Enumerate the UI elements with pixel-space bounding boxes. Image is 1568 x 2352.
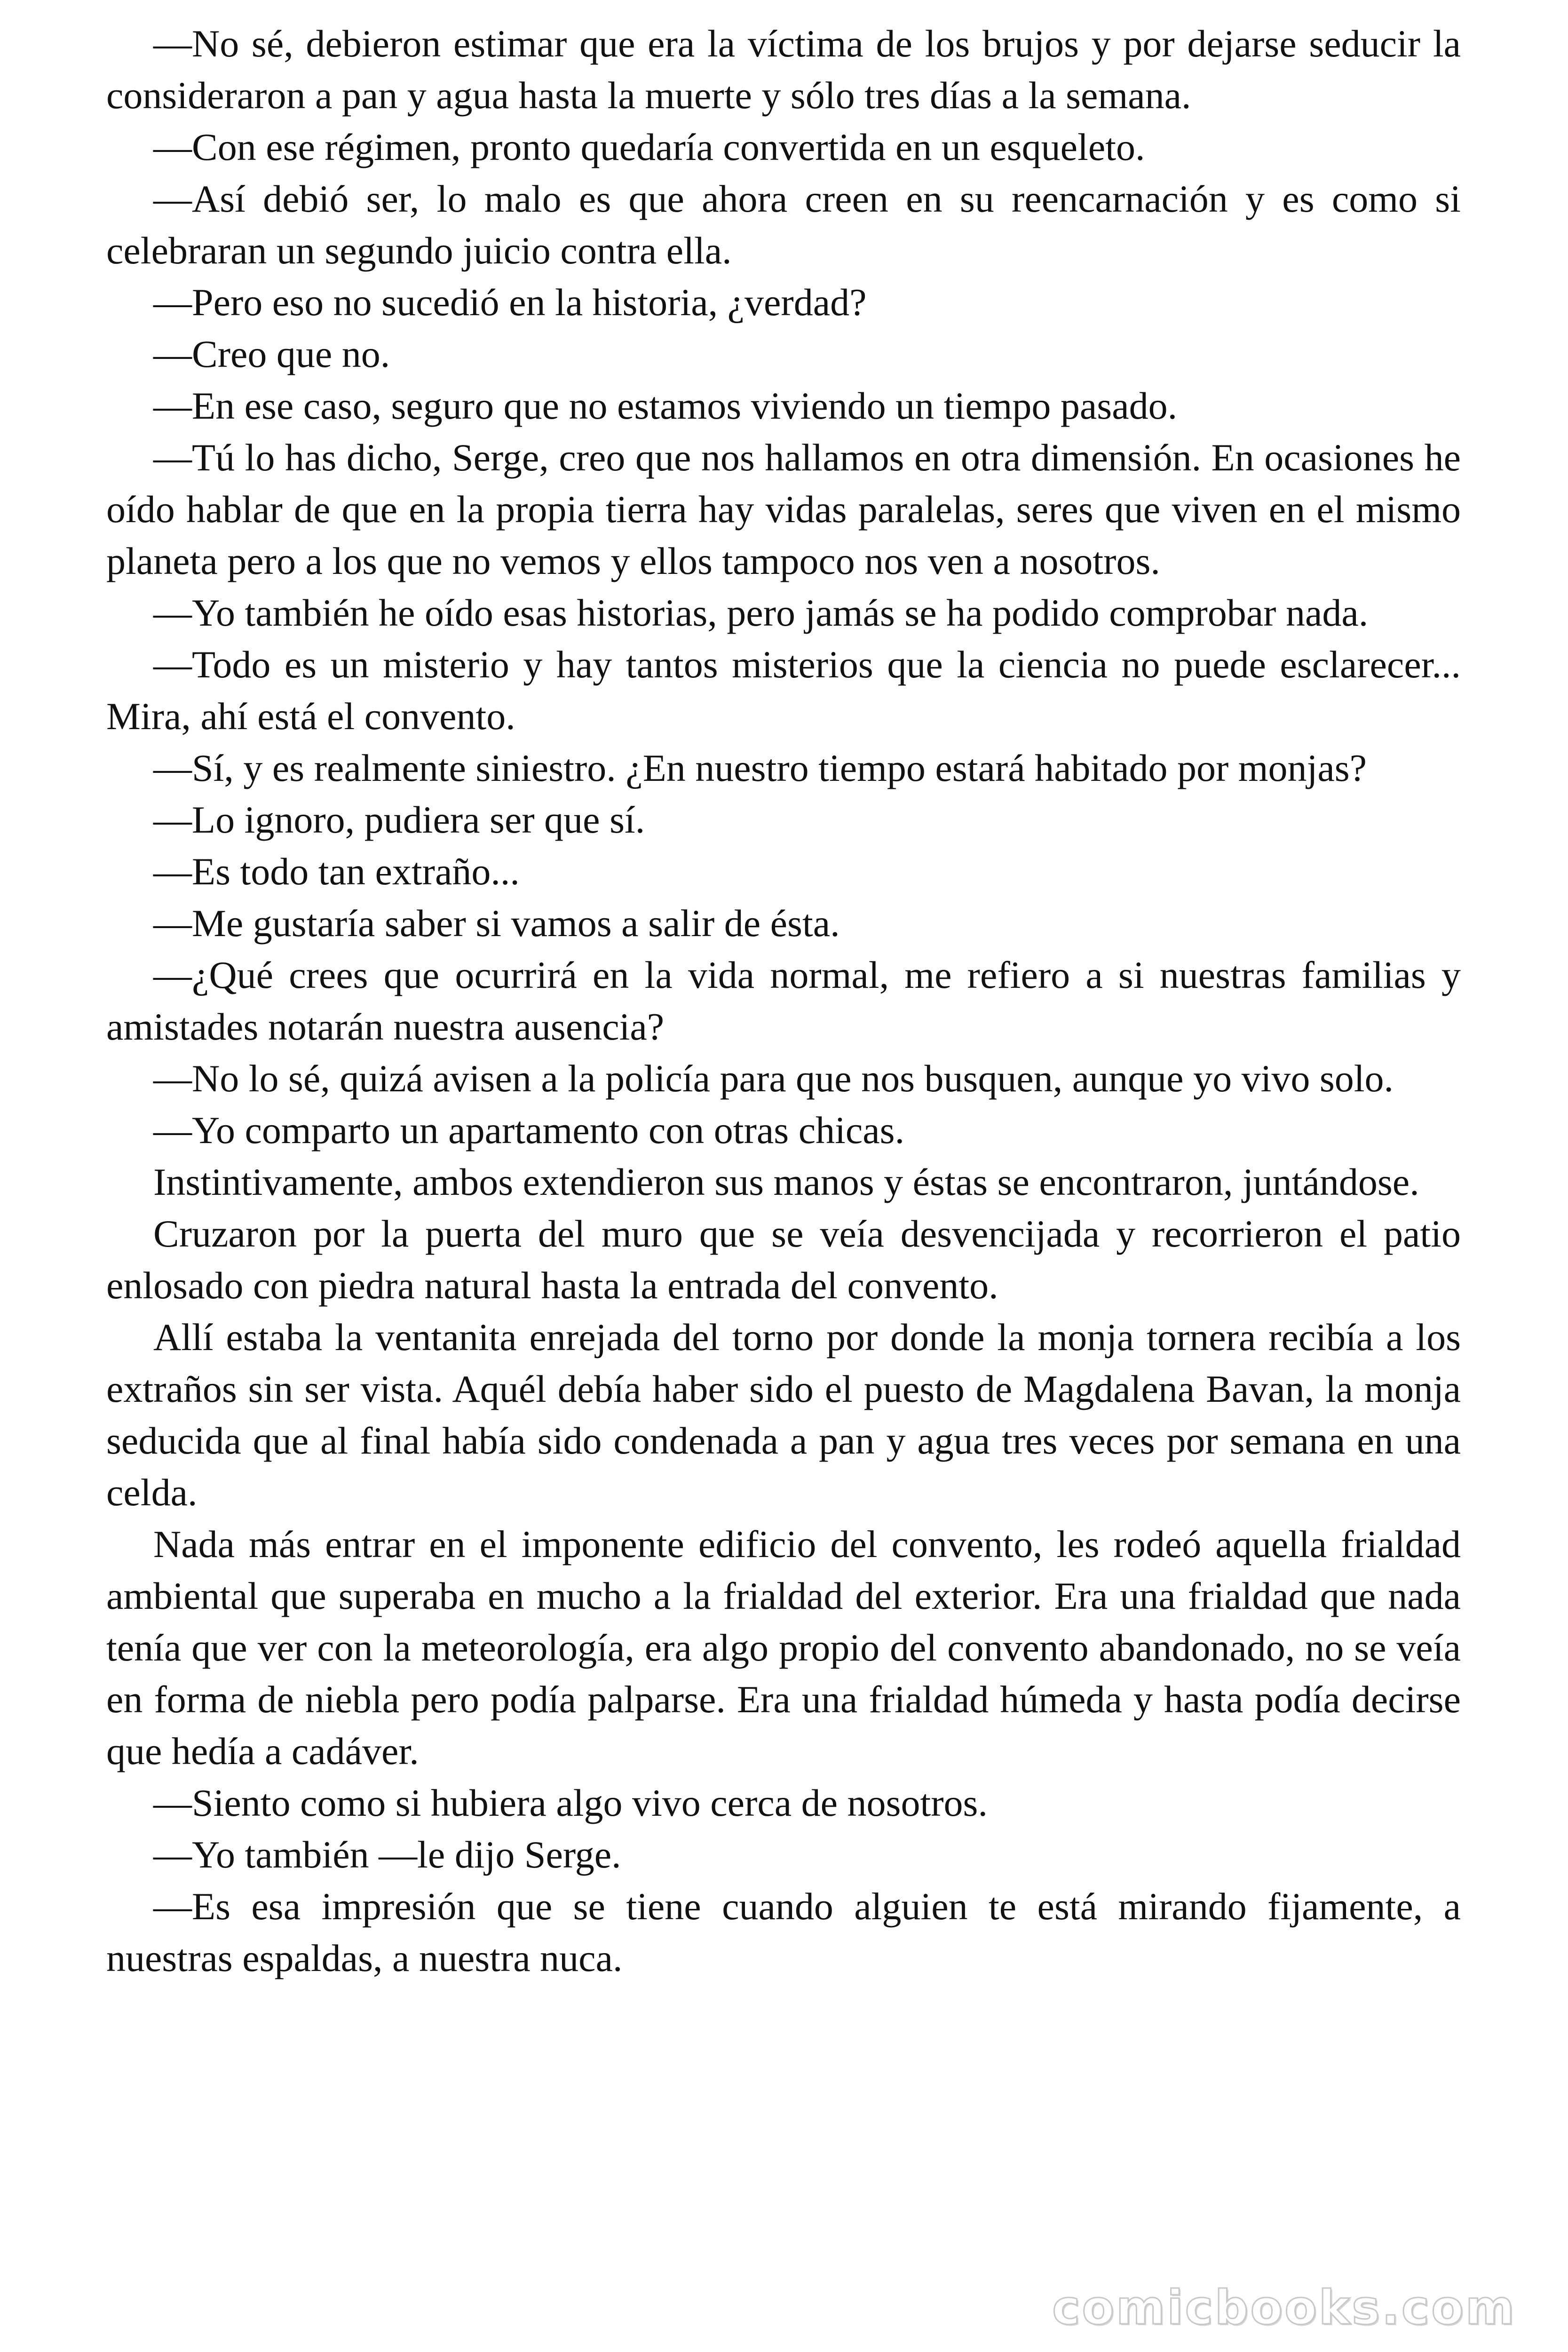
paragraph: —No lo sé, quizá avisen a la policía para que nos busquen, aunque yo vivo solo. [153, 1057, 1394, 1100]
paragraph: —Pero eso no sucedió en la historia, ¿verdad? [153, 281, 867, 324]
paragraph: —En ese caso, seguro que no estamos viviendo un tiempo pasado. [153, 384, 1178, 427]
paragraph: Instintivamente, ambos extendieron sus manos y éstas se encontraron, juntándose. [153, 1160, 1419, 1203]
paragraph: —Tú lo has dicho, Serge, creo que nos hallamos en otra dimensión. En ocasiones he oído hablar de que en la propia tierra hay vidas paralelas, seres que viven en el mismo planeta pero a los que no vemos y ellos tampoco nos ven a nosotros. [106, 436, 1461, 582]
paragraph: —Es todo tan extraño... [153, 850, 520, 893]
paragraph: —No sé, debieron estimar que era la víctima de los brujos y por dejarse seducir la consideraron a pan y agua hasta la muerte y sólo tres días a la semana. [106, 22, 1461, 117]
paragraph: —Me gustaría saber si vamos a salir de ésta. [153, 902, 840, 945]
paragraph: —Creo que no. [153, 333, 390, 375]
paragraph: —Yo comparto un apartamento con otras chicas. [153, 1109, 905, 1152]
paragraph: —Siento como si hubiera algo vivo cerca de nosotros. [153, 1781, 988, 1824]
paragraph: —¿Qué crees que ocurrirá en la vida normal, me refiero a si nuestras familias y amistades notarán nuestra ausencia? [106, 954, 1461, 1048]
watermark: comicbooks.com [1052, 2280, 1516, 2335]
paragraph: —Todo es un misterio y hay tantos misterios que la ciencia no puede esclarecer... Mira, ahí está el convento. [106, 643, 1461, 738]
paragraph: —Lo ignoro, pudiera ser que sí. [153, 798, 645, 841]
paragraph: Cruzaron por la puerta del muro que se veía desvencijada y recorrieron el patio enlosado con piedra natural hasta la entrada del convento. [106, 1212, 1461, 1307]
paragraph: —Yo también —le dijo Serge. [153, 1833, 621, 1876]
book-page-text [106, 18, 1461, 1984]
paragraph: —Yo también he oído esas historias, pero jamás se ha podido comprobar nada. [153, 591, 1369, 634]
paragraph: Nada más entrar en el imponente edificio del convento, les rodeó aquella frialdad ambiental que superaba en mucho a la frialdad del exterior. Era una frialdad que nada tenía que ver con la meteorología, era algo propio del convento abandonado, no se veía en forma de niebla pero podía palparse. Era una frialdad húmeda y hasta podía decirse que hedía a cadáver. [106, 1523, 1461, 1772]
paragraph: —Es esa impresión que se tiene cuando alguien te está mirando fijamente, a nuestras espaldas, a nuestra nuca. [106, 1885, 1461, 1979]
paragraph: —Con ese régimen, pronto quedaría convertida en un esqueleto. [153, 126, 1145, 168]
paragraph: —Sí, y es realmente siniestro. ¿En nuestro tiempo estará habitado por monjas? [153, 747, 1367, 789]
paragraph: —Así debió ser, lo malo es que ahora creen en su reencarnación y es como si celebraran un segundo juicio contra ella. [106, 177, 1461, 272]
paragraph: Allí estaba la ventanita enrejada del torno por donde la monja tornera recibía a los extraños sin ser vista. Aquél debía haber sido el puesto de Magdalena Bavan, la monja seducida que al final había sido condenada a pan y agua tres veces por semana en una celda. [106, 1316, 1461, 1514]
